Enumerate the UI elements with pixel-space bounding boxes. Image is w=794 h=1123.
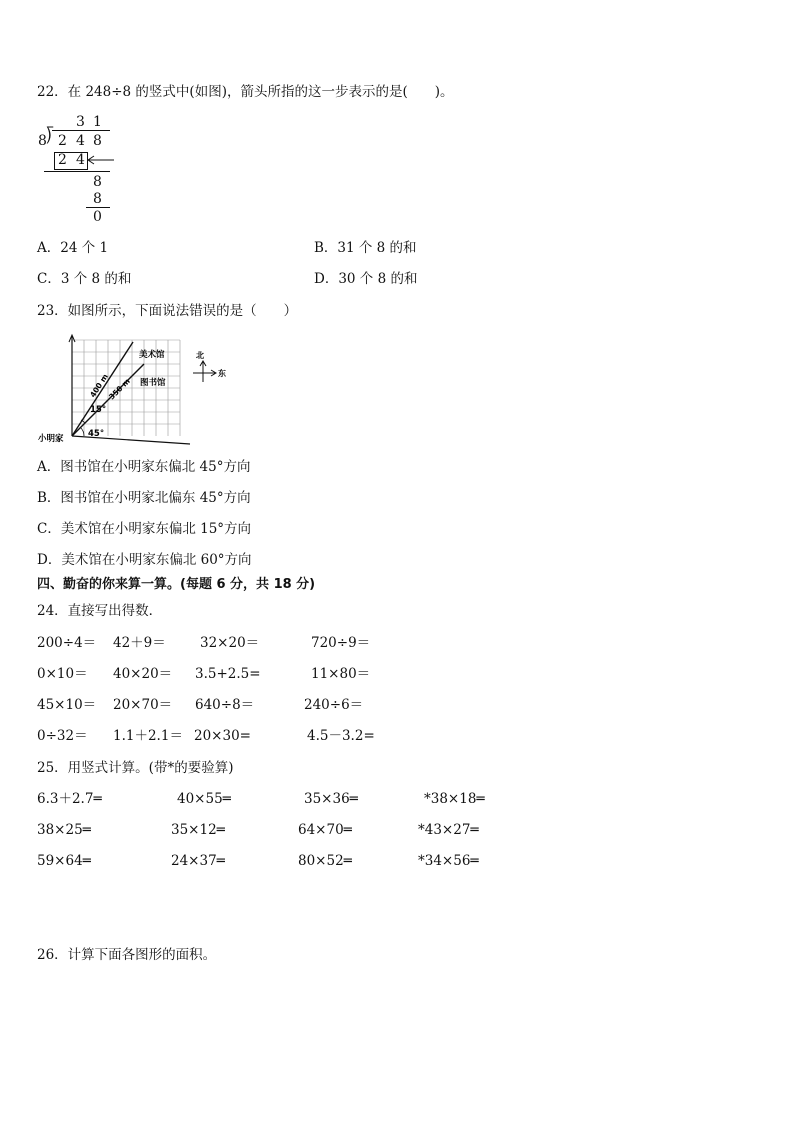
q25-item: 40×55═: [177, 791, 231, 807]
q24-item: 42＋9＝: [113, 635, 166, 651]
q23-option-b: B．图书馆在小明家北偏东 45°方向: [37, 490, 251, 506]
q24-item: 45×10＝: [37, 697, 97, 713]
q25-item: 64×70═: [298, 822, 352, 838]
division-bar: [52, 130, 110, 131]
step2-digit: 8: [93, 191, 102, 207]
q25-item: *43×27═: [418, 822, 479, 838]
step1-digit: 2: [58, 152, 67, 168]
divisor: 8: [38, 133, 47, 149]
angle-45-label: 45°: [88, 429, 105, 439]
division-bracket: ⟌: [46, 127, 54, 148]
q25-item: 6.3＋2.7═: [37, 791, 102, 807]
q24-item: 0×10＝: [37, 666, 88, 682]
dividend-digit: 2: [58, 133, 67, 149]
q25-item: 59×64═: [37, 853, 91, 869]
q23-option-c: C．美术馆在小明家东偏北 15°方向: [37, 521, 252, 537]
q24-item: 640÷8＝: [195, 697, 255, 713]
q25-item: 35×12═: [171, 822, 225, 838]
q22-option-a: A．24 个 1: [37, 240, 109, 256]
angle-arc-45: [81, 428, 85, 437]
q24-item: 20×70＝: [113, 697, 173, 713]
q23-option-d: D．美术馆在小明家东偏北 60°方向: [37, 552, 252, 568]
q24-item: 200÷4＝: [37, 635, 97, 651]
q25-text: 25．用竖式计算。(带*的要验算): [37, 760, 234, 776]
east-label: 东: [218, 369, 226, 378]
direction-map-figure: [36, 330, 246, 452]
q23-option-a: A．图书馆在小明家东偏北 45°方向: [37, 459, 251, 475]
compass-icon: [193, 350, 226, 382]
q26-text: 26．计算下面各图形的面积。: [37, 947, 217, 963]
quotient-digit: 1: [93, 114, 102, 130]
home-label: 小明家: [38, 434, 64, 444]
subtraction-line: [44, 171, 110, 172]
remainder-digit: 8: [93, 174, 102, 190]
quotient-digit: 3: [76, 114, 85, 130]
q24-item: 20×30=: [194, 728, 251, 744]
arrow-icon: [86, 154, 116, 166]
q24-item: 0÷32＝: [37, 728, 88, 744]
q25-item: 24×37═: [171, 853, 225, 869]
q24-item: 3.5+2.5=: [195, 666, 261, 682]
distance-library-label: 350 m: [107, 376, 132, 402]
art-museum-label: 美术馆: [139, 350, 165, 360]
section4-title: 四、勤奋的你来算一算。(每题 6 分，共 18 分): [37, 577, 316, 592]
q22-text: 22．在 248÷8 的竖式中(如图)，箭头所指的这一步表示的是( )。: [37, 84, 454, 100]
q24-item: 4.5－3.2=: [307, 728, 375, 744]
library-label: 图书馆: [140, 378, 166, 388]
result-digit: 0: [93, 209, 102, 225]
subtraction-line: [86, 207, 110, 208]
north-label: 北: [196, 351, 204, 360]
q24-item: 40×20＝: [113, 666, 173, 682]
q24-item: 1.1＋2.1＝: [113, 728, 183, 744]
q22-option-c: C．3 个 8 的和: [37, 271, 132, 287]
q25-item: 80×52═: [298, 853, 352, 869]
q24-item: 720÷9＝: [311, 635, 371, 651]
distance-art-label: 400 m: [88, 372, 110, 400]
q23-text: 23．如图所示，下面说法错误的是（ ）: [37, 303, 298, 319]
dividend-digit: 4: [76, 133, 85, 149]
dividend-digit: 8: [93, 133, 102, 149]
q25-item: *34×56═: [418, 853, 479, 869]
q25-item: 38×25═: [37, 822, 91, 838]
q24-item: 240÷6＝: [304, 697, 364, 713]
angle-15-label: 15°: [90, 405, 107, 415]
q24-text: 24．直接写出得数．: [37, 603, 163, 619]
q24-item: 32×20＝: [200, 635, 260, 651]
step1-digit: 4: [76, 152, 85, 168]
q24-item: 11×80＝: [311, 666, 371, 682]
q22-option-b: B．31 个 8 的和: [314, 240, 417, 256]
q25-item: 35×36═: [304, 791, 358, 807]
q22-option-d: D．30 个 8 的和: [314, 271, 418, 287]
q25-item: *38×18═: [424, 791, 485, 807]
